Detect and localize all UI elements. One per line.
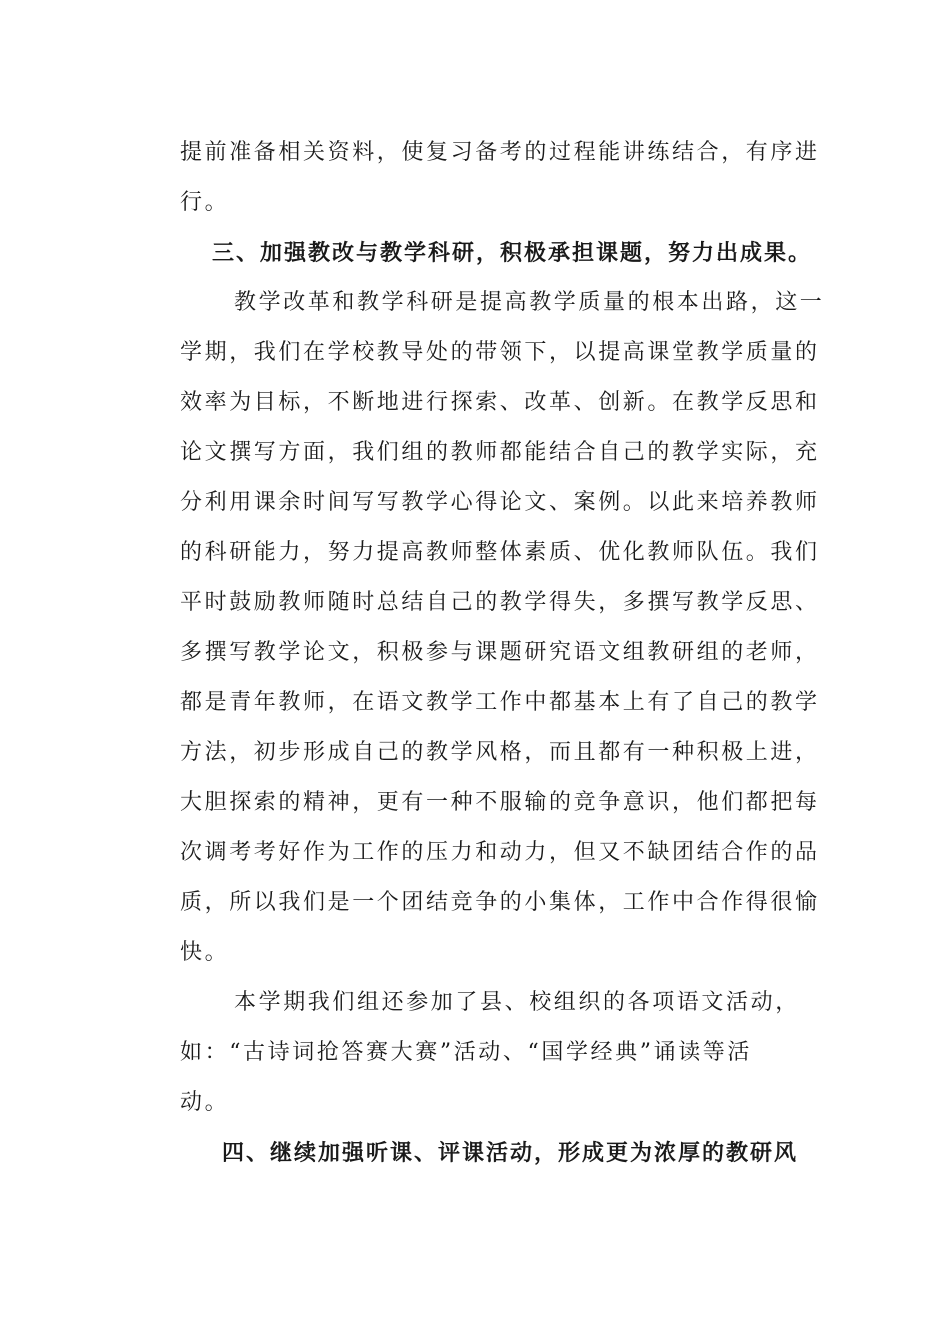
section-heading-4: 四、继续加强听课、评课活动，形成更为浓厚的教研风 (222, 1140, 799, 1166)
paragraph-line: 提前准备相关资料，使复习备考的过程能讲练结合，有序进 (180, 140, 820, 165)
paragraph-line: 学期，我们在学校教导处的带领下，以提高课堂教学质量的 (180, 340, 820, 365)
paragraph-line: 如：“古诗词抢答赛大赛”活动、“国学经典”诵读等活 (180, 1040, 752, 1065)
paragraph-line: 多撰写教学论文，积极参与课题研究语文组教研组的老师， (180, 640, 820, 665)
paragraph-line: 大胆探索的精神，更有一种不服输的竞争意识，他们都把每 (180, 790, 820, 815)
paragraph-line: 论文撰写方面，我们组的教师都能结合自己的教学实际，充 (180, 440, 820, 465)
paragraph-line: 效率为目标，不断地进行探索、改革、创新。在教学反思和 (180, 390, 820, 415)
paragraph-line: 行。 (180, 190, 230, 215)
paragraph-line: 分利用课余时间写写教学心得论文、案例。以此来培养教师 (180, 490, 820, 515)
paragraph-line: 动。 (180, 1090, 230, 1115)
paragraph-line: 都是青年教师，在语文教学工作中都基本上有了自己的教学 (180, 690, 820, 715)
section-heading-3: 三、加强教改与教学科研，积极承担课题，努力出成果。 (212, 240, 813, 266)
paragraph-line: 质，所以我们是一个团结竞争的小集体，工作中合作得很愉 (180, 890, 820, 915)
paragraph-line: 次调考考好作为工作的压力和动力，但又不缺团结合作的品 (180, 840, 820, 865)
paragraph-line: 教学改革和教学科研是提高教学质量的根本出路，这一 (234, 290, 825, 315)
paragraph-line: 的科研能力，努力提高教师整体素质、优化教师队伍。我们 (180, 540, 820, 565)
paragraph-line: 本学期我们组还参加了县、校组织的各项语文活动， (234, 990, 800, 1015)
paragraph-line: 快。 (180, 940, 230, 965)
paragraph-line: 方法，初步形成自己的教学风格，而且都有一种积极上进， (180, 740, 820, 765)
paragraph-line: 平时鼓励教师随时总结自己的教学得失，多撰写教学反思、 (180, 590, 820, 615)
